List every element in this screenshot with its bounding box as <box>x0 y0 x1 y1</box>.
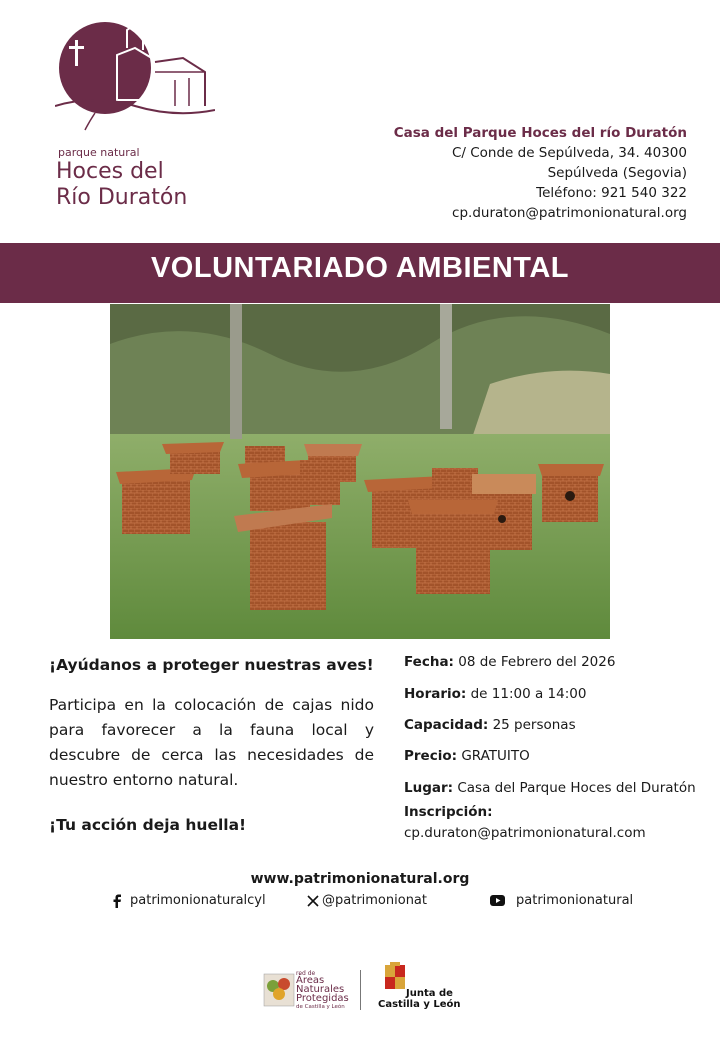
detail-lugar <box>404 780 696 796</box>
address-name: Casa del Parque Hoces del río Duratón <box>393 125 687 141</box>
headline-action: ¡Tu acción deja huella! <box>49 816 247 834</box>
detail-inscripcion-label: Inscripción: <box>404 804 493 820</box>
park-logo-emblem <box>55 10 215 145</box>
detail-fecha-label: Fecha: <box>404 654 454 670</box>
partner-logos <box>262 958 462 1018</box>
address-email[interactable]: cp.duraton@patrimonionatural.org <box>452 205 687 221</box>
detail-fecha <box>404 654 615 670</box>
detail-precio-value: GRATUITO <box>461 748 530 764</box>
address-city: Sepúlveda (Segovia) <box>547 165 687 181</box>
detail-inscripcion-email[interactable]: cp.duraton@patrimonionatural.com <box>404 825 646 841</box>
page-title: VOLUNTARIADO AMBIENTAL <box>150 252 570 284</box>
x-handle: @patrimonionat <box>322 893 427 908</box>
facebook-icon <box>112 894 122 908</box>
red-line2: Áreas <box>296 975 325 986</box>
address-phone: Teléfono: 921 540 322 <box>536 185 687 201</box>
junta-shield-icon <box>384 962 406 990</box>
detail-capacidad-value: 25 personas <box>492 717 576 733</box>
logo-title-line2: Río Duratón <box>56 185 188 210</box>
junta-line1: Junta de <box>406 988 453 999</box>
red-line1: red de <box>296 970 316 977</box>
website-link[interactable]: www.patrimonionatural.org <box>250 871 470 887</box>
logo-divider <box>360 970 361 1010</box>
logo-title-line1: Hoces del <box>56 159 164 184</box>
park-logo <box>55 10 215 215</box>
logo-subtitle: parque natural <box>58 146 140 159</box>
red-areas-logo-mark <box>262 972 296 1008</box>
detail-precio <box>404 748 530 764</box>
facebook-handle: patrimonionaturalcyl <box>130 893 266 908</box>
x-icon <box>307 895 319 907</box>
detail-precio-label: Precio: <box>404 748 458 764</box>
description-paragraph: Participa en la colocación de cajas nido para favorecer a la fauna local y descubre de cerca las necesidades de nuestro entorno natural. <box>49 696 374 789</box>
detail-capacidad <box>404 717 576 733</box>
detail-fecha-value: 08 de Febrero del 2026 <box>458 654 616 670</box>
address-street: C/ Conde de Sepúlveda, 34. 40300 <box>451 145 687 161</box>
youtube-handle: patrimonionatural <box>516 893 634 908</box>
headline-help-birds: ¡Ayúdanos a proteger nuestras aves! <box>49 656 374 674</box>
detail-horario-label: Horario: <box>404 686 467 702</box>
social-x[interactable] <box>307 893 427 908</box>
red-line4: Protegidas <box>296 993 349 1004</box>
detail-horario <box>404 686 586 702</box>
address-block <box>394 123 687 223</box>
red-line3: Naturales <box>296 984 345 995</box>
youtube-icon <box>490 895 505 906</box>
detail-inscripcion <box>404 804 493 820</box>
red-line5: de Castilla y León <box>296 1004 345 1010</box>
social-facebook[interactable] <box>112 893 266 908</box>
detail-horario-value: de 11:00 a 14:00 <box>470 686 587 702</box>
nest-boxes-photo <box>110 304 610 639</box>
social-youtube[interactable] <box>490 893 633 908</box>
detail-lugar-value: Casa del Parque Hoces del Duratón <box>457 780 696 796</box>
detail-capacidad-label: Capacidad: <box>404 717 489 733</box>
detail-lugar-label: Lugar: <box>404 780 454 796</box>
junta-line2: Castilla y León <box>378 999 461 1010</box>
